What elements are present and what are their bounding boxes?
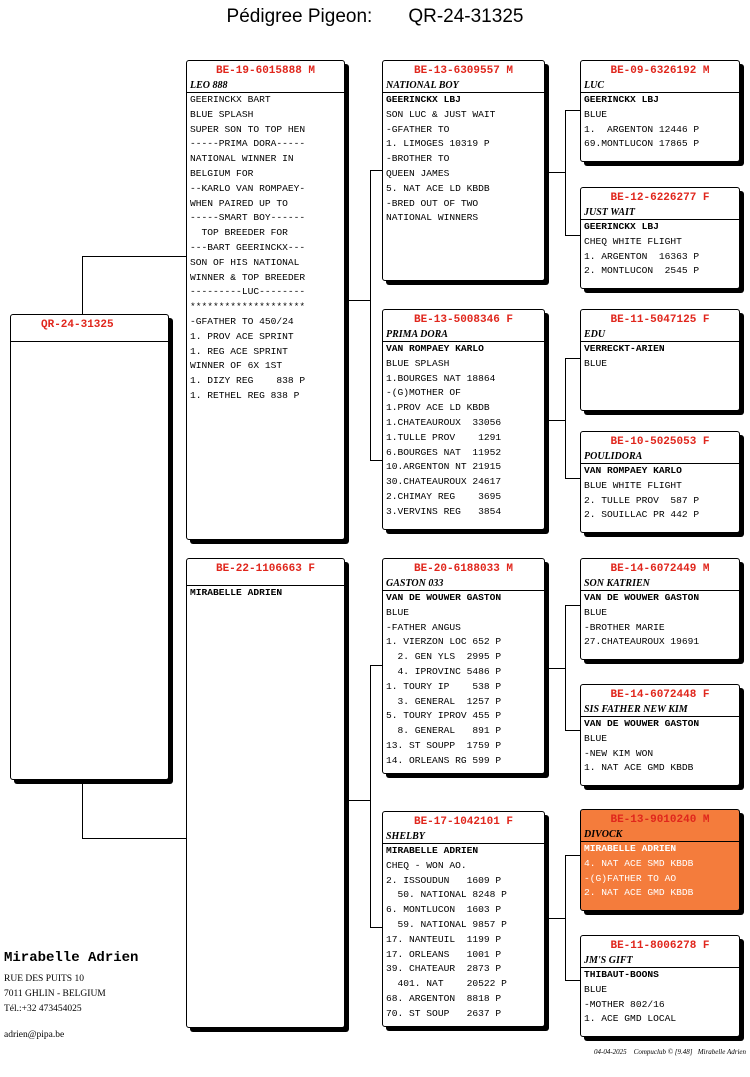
pigeon-name: LEO 888 — [187, 79, 344, 93]
pedigree-line: QUEEN JAMES — [386, 167, 450, 179]
pedigree-line: 17. ORLEANS 1001 P — [386, 948, 502, 960]
pigeon-name — [11, 333, 168, 342]
title-label: Pédigree Pigeon: — [226, 6, 373, 27]
pedigree-line: 1. RETHEL REG 838 P — [190, 389, 300, 401]
sire-sire-sire-card[interactable] — [580, 60, 740, 162]
footer-date: 04-04-2025 — [594, 1048, 627, 1056]
connector — [565, 110, 566, 235]
connector — [545, 172, 565, 173]
page-title — [0, 6, 750, 28]
title-ring: QR-24-31325 — [408, 6, 524, 27]
connector — [565, 605, 580, 606]
pedigree-line: BLUE — [584, 108, 608, 120]
pedigree-line: WINNER OF 6X 1ST — [190, 360, 283, 372]
pedigree-line: -NEW KIM WON — [584, 747, 654, 759]
pedigree-line: 1. VIERZON LOC 652 P — [386, 636, 502, 648]
breeder-phone: Tél.:+32 473454025 — [4, 1004, 82, 1014]
pigeon-name: GASTON 033 — [383, 577, 544, 591]
connector — [565, 478, 580, 479]
pedigree-line: GEERINCKX LBJ — [386, 94, 461, 105]
pedigree-line: 2. NAT ACE GMD KBDB — [584, 887, 694, 899]
ring-number: BE-09-6326192 M — [610, 65, 710, 77]
pedigree-line: 1.BOURGES NAT 18864 — [386, 372, 496, 384]
connector — [82, 256, 186, 257]
pedigree-line: NATIONAL WINNERS — [386, 212, 479, 224]
connector — [565, 358, 580, 359]
pedigree-line: 69.MONTLUCON 17865 P — [584, 138, 700, 150]
sire-sire-dam-card[interactable] — [580, 187, 740, 289]
dam-dam-dam-card[interactable] — [580, 935, 740, 1037]
pedigree-line: -(G)MOTHER OF — [386, 387, 461, 399]
pedigree-line: 1. REG ACE SPRINT — [190, 345, 288, 357]
pedigree-line: BLUE WHITE FLIGHT — [584, 479, 682, 491]
pedigree-line: GEERINCKX LBJ — [584, 94, 659, 105]
ring-number: BE-13-5008346 F — [413, 314, 514, 326]
pigeon-name: SON KATRIEN — [581, 577, 739, 591]
pigeon-name: SIS FATHER NEW KIM — [581, 703, 739, 717]
dam-sire-dam-card[interactable] — [580, 684, 740, 786]
pedigree-line: 50. NATIONAL 8248 P — [386, 889, 507, 901]
pedigree-line: SON LUC & JUST WAIT — [386, 108, 496, 120]
pedigree-line: 1. NAT ACE GMD KBDB — [584, 762, 694, 774]
connector — [565, 855, 580, 856]
pedigree-line: 3. GENERAL 1257 P — [386, 695, 502, 707]
ring-number: BE-10-5025053 F — [610, 436, 710, 448]
pedigree-line: 13. ST SOUPP 1759 P — [386, 739, 502, 751]
sire-sire-card[interactable] — [382, 60, 545, 281]
pedigree-line: GEERINCKX BART — [190, 94, 271, 105]
connector — [545, 668, 565, 669]
pedigree-line: 39. CHATEAUR 2873 P — [386, 963, 502, 975]
pigeon-name: EDU — [581, 328, 739, 342]
pedigree-line: 2. TULLE PROV 587 P — [584, 494, 700, 506]
pedigree-line: 2.CHIMAY REG 3695 — [386, 490, 502, 502]
connector — [345, 800, 370, 801]
pedigree-line: BLUE — [584, 357, 608, 369]
pedigree-line: THIBAUT-BOONS — [584, 969, 659, 980]
pigeon-name — [187, 577, 344, 586]
pedigree-line: WHEN PAIRED UP TO — [190, 197, 288, 209]
pedigree-line: -BROTHER TO — [386, 153, 450, 165]
connector — [370, 927, 382, 928]
pedigree-line: TOP BREEDER FOR — [190, 227, 288, 239]
connector — [565, 980, 580, 981]
pedigree-line: 5. TOURY IPROV 455 P — [386, 710, 502, 722]
breeder-email[interactable]: adrien@pipa.be — [4, 1030, 65, 1040]
pedigree-line: BLUE — [584, 983, 608, 995]
ring-number: BE-12-6226277 F — [610, 192, 710, 204]
pedigree-line: 1.TULLE PROV 1291 — [386, 431, 502, 443]
pigeon-name: JM'S GIFT — [581, 954, 739, 968]
pedigree-line: 17. NANTEUIL 1199 P — [386, 933, 502, 945]
pedigree-line: 1.PROV ACE LD KBDB — [386, 402, 490, 414]
sire-dam-sire-card[interactable] — [580, 309, 740, 411]
pedigree-line: 59. NATIONAL 9857 P — [386, 918, 507, 930]
pedigree-line: -FATHER ANGUS — [386, 621, 461, 633]
breeder-name: Mirabelle Adrien — [4, 950, 139, 966]
connector — [82, 838, 186, 839]
ring-number: BE-11-8006278 F — [610, 940, 710, 952]
pedigree-line: BLUE SPLASH — [386, 357, 450, 369]
pedigree-line: MIRABELLE ADRIEN — [190, 587, 283, 598]
pedigree-line: CHEQ - WON AO. — [386, 859, 467, 871]
dam-sire-sire-card[interactable] — [580, 558, 740, 660]
pedigree-line: BLUE — [584, 606, 608, 618]
pedigree-line: GEERINCKX LBJ — [584, 221, 659, 232]
pigeon-name: POULIDORA — [581, 450, 739, 464]
pedigree-line: -BROTHER MARIE — [584, 621, 665, 633]
pigeon-name: SHELBY — [383, 830, 544, 844]
dam-dam-sire-card[interactable] — [580, 809, 740, 911]
pedigree-line: NATIONAL WINNER IN — [190, 153, 294, 165]
pedigree-line: CHEQ WHITE FLIGHT — [584, 235, 682, 247]
pedigree-line: 27.CHATEAUROUX 19691 — [584, 636, 700, 648]
pedigree-line: 6.BOURGES NAT 11952 — [386, 446, 502, 458]
pedigree-line: --KARLO VAN ROMPAEY- — [190, 182, 306, 194]
pigeon-name: DIVOCK — [581, 828, 739, 842]
pedigree-line: ******************** — [190, 301, 306, 313]
connector — [565, 358, 566, 478]
connector — [565, 110, 580, 111]
pedigree-line: 1. ARGENTON 16363 P — [584, 250, 700, 262]
subject-card[interactable] — [10, 314, 169, 780]
pedigree-line: 4. IPROVINC 5486 P — [386, 665, 502, 677]
pigeon-name: PRIMA DORA — [383, 328, 544, 342]
ring-number: QR-24-31325 — [41, 319, 114, 331]
ring-number: BE-20-6188033 M — [413, 563, 514, 575]
pedigree-line: BLUE — [386, 606, 410, 618]
pedigree-line: VERRECKT-ARIEN — [584, 343, 665, 354]
footer-user: Mirabelle Adrien — [697, 1048, 746, 1056]
connector — [565, 235, 580, 236]
pedigree-line: VAN DE WOUWER GASTON — [584, 592, 700, 603]
pedigree-line: -MOTHER 802/16 — [584, 998, 665, 1010]
pedigree-line: MIRABELLE ADRIEN — [584, 843, 677, 854]
sire-dam-dam-card[interactable] — [580, 431, 740, 533]
pedigree-line: -----SMART BOY------ — [190, 212, 306, 224]
pedigree-line: BELGIUM FOR — [190, 167, 254, 179]
pedigree-line: 6. MONTLUCON 1603 P — [386, 904, 502, 916]
pedigree-line: 70. ST SOUP 2637 P — [386, 1007, 502, 1019]
ring-number: BE-19-6015888 M — [215, 65, 316, 77]
ring-number: BE-14-6072448 F — [610, 689, 710, 701]
pedigree-line: VAN ROMPAEY KARLO — [584, 465, 682, 476]
breeder-address-line: RUE DES PUITS 10 — [4, 974, 84, 984]
pedigree-line: 10.ARGENTON NT 21915 — [386, 461, 502, 473]
pedigree-line: 3.VERVINS REG 3854 — [386, 505, 502, 517]
ring-number: BE-22-1106663 F — [215, 563, 316, 575]
pedigree-line: 14. ORLEANS RG 599 P — [386, 754, 502, 766]
pedigree-line: 1. LIMOGES 10319 P — [386, 138, 490, 150]
dam-sire-card[interactable] — [382, 558, 545, 774]
pedigree-line: 1. TOURY IP 538 P — [386, 680, 502, 692]
pedigree-line: -GFATHER TO 450/24 — [190, 315, 294, 327]
connector — [82, 256, 83, 314]
pedigree-line: WINNER & TOP BREEDER — [190, 271, 306, 283]
pedigree-line: VAN ROMPAEY KARLO — [386, 343, 484, 354]
pedigree-line: 8. GENERAL 891 P — [386, 725, 502, 737]
pedigree-line: -----PRIMA DORA----- — [190, 138, 306, 150]
ring-number: BE-13-9010240 M — [610, 814, 710, 826]
connector — [370, 460, 382, 461]
pedigree-line: 2. GEN YLS 2995 P — [386, 651, 502, 663]
connector — [370, 665, 371, 927]
ring-number: BE-17-1042101 F — [413, 816, 514, 828]
pedigree-line: 2. SOUILLAC PR 442 P — [584, 509, 700, 521]
pedigree-line: 2. ISSOUDUN 1609 P — [386, 874, 502, 886]
pedigree-line: SON OF HIS NATIONAL — [190, 256, 300, 268]
pedigree-line: 2. MONTLUCON 2545 P — [584, 265, 700, 277]
connector — [370, 665, 382, 666]
footer-credits — [594, 1048, 746, 1056]
breeder-address-line: 7011 GHLIN - BELGIUM — [4, 989, 106, 999]
pedigree-line: 30.CHATEAUROUX 24617 — [386, 476, 502, 488]
ring-number: BE-13-6309557 M — [413, 65, 514, 77]
connector — [370, 170, 371, 460]
pedigree-line: 1. DIZY REG 838 P — [190, 375, 306, 387]
pigeon-name: JUST WAIT — [581, 206, 739, 220]
dam-dam-card[interactable] — [382, 811, 545, 1027]
pedigree-line: 1. ARGENTON 12446 P — [584, 123, 700, 135]
pedigree-line: VAN DE WOUWER GASTON — [584, 718, 700, 729]
pedigree-line: 68. ARGENTON 8818 P — [386, 992, 502, 1004]
pedigree-line: MIRABELLE ADRIEN — [386, 845, 479, 856]
pedigree-line: 1. PROV ACE SPRINT — [190, 330, 294, 342]
pedigree-line: ---------LUC-------- — [190, 286, 306, 298]
pedigree-line: 401. NAT 20522 P — [386, 978, 507, 990]
pigeon-name: NATIONAL BOY — [383, 79, 544, 93]
pedigree-line: -GFATHER TO — [386, 123, 450, 135]
pedigree-line: -BRED OUT OF TWO — [386, 197, 479, 209]
pedigree-line: BLUE SPLASH — [190, 108, 254, 120]
pigeon-name: LUC — [581, 79, 739, 93]
pedigree-line: ---BART GEERINCKX--- — [190, 241, 306, 253]
pedigree-line: 5. NAT ACE LD KBDB — [386, 182, 490, 194]
pedigree-line: SUPER SON TO TOP HEN — [190, 123, 306, 135]
connector — [345, 300, 370, 301]
dam-card[interactable] — [186, 558, 345, 1028]
connector — [545, 420, 565, 421]
pedigree-line: -(G)FATHER TO AO — [584, 872, 677, 884]
breeder-info — [4, 950, 138, 1040]
pedigree-line: 1. ACE GMD LOCAL — [584, 1013, 677, 1025]
pedigree-line: 1.CHATEAUROUX 33056 — [386, 416, 502, 428]
footer-software: Compuclub © [9.48] — [633, 1048, 693, 1056]
sire-card[interactable] — [186, 60, 345, 540]
sire-dam-card[interactable] — [382, 309, 545, 530]
pedigree-line: VAN DE WOUWER GASTON — [386, 592, 502, 603]
connector — [545, 918, 565, 919]
connector — [82, 780, 83, 838]
pedigree-line: BLUE — [584, 732, 608, 744]
connector — [565, 855, 566, 980]
connector — [565, 605, 566, 730]
ring-number: BE-14-6072449 M — [610, 563, 710, 575]
connector — [370, 170, 382, 171]
ring-number: BE-11-5047125 F — [610, 314, 710, 326]
connector — [565, 730, 580, 731]
pedigree-line: 4. NAT ACE SMD KBDB — [584, 857, 694, 869]
